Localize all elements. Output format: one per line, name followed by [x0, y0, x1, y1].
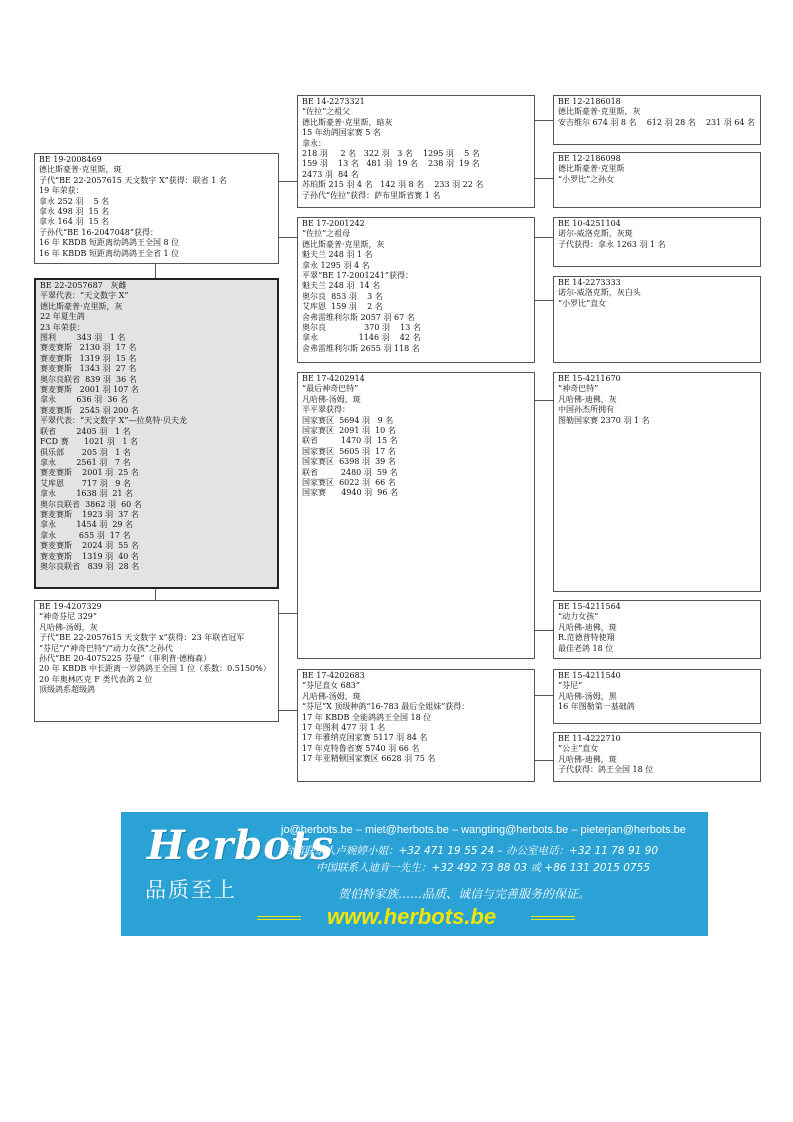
card-line: 图利 343 羽 1 名	[40, 333, 126, 343]
card-line: 拿永 1454 羽 29 名	[40, 520, 134, 530]
card-line: 16 年 KBDB 短距离幼鸽鸽王全省 1 位	[39, 248, 180, 258]
card-line: 子代获得：拿永 1263 羽 1 名	[558, 239, 666, 249]
card-line: 17 年亚精顿国家赛区 6628 羽 75 名	[302, 754, 436, 764]
card-line: 国家赛区 6398 羽 39 名	[302, 457, 396, 467]
contact-phone-china: 中国联系人迪肯一先生：+32 492 73 88 03 或 +86 131 2015 0755	[316, 862, 650, 874]
card-line: 平翠代表：“天文数字 X”	[40, 291, 129, 301]
card-line: 20 年奥林匹克 F 类代表鸽 2 位	[39, 674, 153, 684]
card-line: 德比斯豪普·克里斯，斑	[39, 165, 122, 175]
card-line: 俱乐部 205 羽 1 名	[40, 447, 131, 457]
herbots-banner	[121, 812, 708, 936]
card-line: 子代“BE 22-2057615 天文数字 x”获得：23 年联省冠军	[39, 633, 245, 643]
card-line: 奥尔良联省 839 羽 28 名	[40, 561, 140, 571]
sire-card	[34, 153, 279, 264]
card-line: 拿永 252 羽 5 名	[39, 196, 110, 206]
connector-ds-dss	[534, 400, 553, 401]
card-line: 德比斯豪普·克里斯	[558, 164, 625, 174]
contact-emails[interactable]: jo@herbots.be – miet@herbots.be – wangting@herbots.be – pieterjan@herbots.be	[281, 824, 686, 836]
card-line: “芬尼”X 顶级种鸽“16-783 最后全姐妹”获得：	[302, 702, 470, 712]
card-line: 舍弗雷维利尔斯 2057 羽 67 名	[302, 312, 415, 322]
card-line: “神奇巴特”	[558, 384, 599, 394]
card-line: 德比斯豪普·克里斯，灰	[302, 239, 385, 249]
card-line: “公主”直女	[558, 744, 599, 754]
ring-number: BE 12-2186018	[558, 97, 621, 106]
ring-number: BE 17-2001242	[302, 219, 365, 228]
card-line: 德比斯豪普·克里斯，暗灰	[302, 117, 393, 127]
card-line: 拿永 498 羽 15 名	[39, 207, 110, 217]
card-line: 苏珀斯 215 羽 4 名 142 羽 8 名 233 羽 22 名	[302, 180, 484, 190]
card-line: 国家赛区 5605 羽 17 名	[302, 446, 396, 456]
connector-ds-dsd	[534, 630, 553, 631]
card-line: 19 年荣获：	[39, 186, 84, 196]
connector-sd-sdd	[534, 300, 553, 301]
card-line: 舍弗雷维利尔斯 2655 羽 118 名	[302, 343, 420, 353]
connector-dam-dd	[278, 710, 297, 711]
connector-ss-ssd	[534, 178, 553, 179]
card-line: “小罗比”之孙女	[558, 174, 615, 184]
card-line: “小罗比”直女	[558, 298, 607, 308]
connector-sire-subject	[155, 263, 156, 279]
card-line: 17 年克特鲁省赛 5740 羽 66 名	[302, 743, 420, 753]
card-line: 凡哈佛-汤姆，斑	[302, 394, 361, 404]
card-line: 17 年雅纳克国家赛 5117 羽 84 名	[302, 733, 428, 743]
card-line: “最后神奇巴特”	[302, 384, 359, 394]
card-line: 子孙代“佐拉”获得：萨布里斯省赛 1 名	[302, 190, 441, 200]
card-line: 拿永：	[302, 138, 326, 148]
card-line: 赛麦赛斯 2545 羽 200 名	[40, 405, 139, 415]
ring-number: BE 12-2186098	[558, 154, 621, 163]
dam-dam-dam-card	[553, 732, 761, 782]
sire-sire-card	[297, 95, 535, 208]
ring-number: BE 14-2273321	[302, 97, 365, 106]
sire-dam-sire-card	[553, 217, 761, 267]
dam-sire-dam-card	[553, 600, 761, 659]
card-line: 拿永 1146 羽 42 名	[302, 333, 421, 343]
card-line: 赛麦赛斯 1923 羽 37 名	[40, 509, 139, 519]
card-line: “芬尼”/“神奇巴特”/“动力女孩”之孙代	[39, 643, 173, 653]
card-line: 最佳老鸽 18 位	[558, 643, 614, 653]
card-line: 联省 2405 羽 1 名	[40, 426, 131, 436]
card-line: 赛麦赛斯 2001 羽 25 名	[40, 468, 139, 478]
card-line: 22 年夏生鸽	[40, 312, 85, 322]
card-line: 拿永 164 羽 15 名	[39, 217, 110, 227]
card-line: 218 羽 2 名 322 羽 3 名 1295 羽 5 名	[302, 149, 480, 159]
card-line: 魁夫兰 248 羽 1 名	[302, 250, 373, 260]
ring-number: BE 10-4251104	[558, 219, 621, 228]
card-line: “佐拉”之祖母	[302, 229, 351, 239]
card-line: “神奇芬尼 329”	[39, 612, 97, 622]
card-line: 凡哈佛-汤姆，斑	[302, 691, 361, 701]
card-line: “动力女孩”	[558, 612, 599, 622]
card-line: 孙代“BE 20-4075225 芬曼”（菲利普·德梅森）	[39, 654, 212, 664]
ring-number: BE 11-4222710	[558, 734, 621, 743]
card-line: 艾库恩 159 羽 2 名	[302, 302, 383, 312]
card-line: 联省 2480 羽 59 名	[302, 467, 398, 477]
card-line: 赛麦赛斯 1343 羽 27 名	[40, 364, 137, 374]
card-line: 顶级鸽系超级鸽	[39, 685, 95, 695]
card-line: 联省 1470 羽 15 名	[302, 436, 398, 446]
card-line: 赛麦赛斯 2130 羽 17 名	[40, 343, 137, 353]
ring-number: BE 22-2057687 灰雌	[40, 281, 127, 290]
card-line: 拿永 1295 羽 4 名	[302, 260, 370, 270]
herbots-logo: Herbots	[147, 822, 334, 869]
sire-dam-card	[297, 217, 535, 363]
connector-sire-sd	[278, 237, 297, 238]
card-line: 17 年 KBDB 全能鸽鸽王全国 18 位	[302, 712, 432, 722]
card-line: 德比斯豪普·克里斯，灰	[40, 301, 123, 311]
card-line: “芬尼直女 683”	[302, 681, 360, 691]
card-line: 奥尔良 370 羽 13 名	[302, 323, 421, 333]
card-line: 16 年 KBDB 短距离幼鸽鸽王全国 8 位	[39, 238, 180, 248]
ring-number: BE 17-4202914	[302, 374, 365, 383]
card-line: R.范德普特使翔	[558, 633, 615, 643]
card-line: 半平翠获得：	[302, 405, 350, 415]
card-line: 拿永 1638 羽 21 名	[40, 489, 134, 499]
card-line: “芬尼”	[558, 681, 583, 691]
connector-ss-sss	[534, 120, 553, 121]
card-line: 凡哈佛-迪佛，斑	[558, 754, 617, 764]
card-line: 159 羽 13 名 481 羽 19 名 238 羽 19 名	[302, 159, 480, 169]
card-line: 中国孙杰所拥有	[558, 405, 614, 415]
card-line: FCD 赛 1021 羽 1 名	[40, 437, 139, 447]
ring-number: BE 15-4211670	[558, 374, 621, 383]
card-line: 诺尔-威洛克斯，灰白头	[558, 288, 641, 298]
ring-number: BE 19-2008469	[39, 155, 102, 164]
card-line: “佐拉”之祖父	[302, 107, 351, 117]
subject-card	[34, 278, 279, 589]
card-line: 德比斯豪普·克里斯，灰	[558, 107, 641, 117]
connector-sd-sds	[534, 237, 553, 238]
card-line: 图勒国家赛 2370 羽 1 名	[558, 415, 650, 425]
card-line: 赛麦赛斯 1319 羽 15 名	[40, 353, 137, 363]
card-line: 奥尔良联省 839 羽 36 名	[40, 374, 137, 384]
decorative-divider-left	[257, 916, 301, 920]
card-line: 2473 羽 84 名	[302, 169, 359, 179]
card-line: 16 年图勒第一基础鸽	[558, 702, 635, 712]
card-line: 子代获得：鸽王全国 18 位	[558, 765, 654, 775]
ring-number: BE 17-4202683	[302, 671, 365, 680]
card-line: 拿永 636 羽 36 名	[40, 395, 128, 405]
sire-sire-sire-card	[553, 95, 761, 145]
sire-dam-dam-card	[553, 276, 761, 363]
card-line: 子代“BE 22-2057615 天文数字 X”获得：联省 1 名	[39, 175, 227, 185]
dam-dam-card	[297, 669, 535, 782]
decorative-divider-right	[531, 916, 575, 920]
card-line: 凡哈佛-迪佛，灰	[558, 394, 617, 404]
card-line: 20 年 KBDB 中长距离一岁鸽鸽王全国 1 位（系数：0.5150%）	[39, 664, 271, 674]
dam-sire-card	[297, 372, 535, 659]
card-line: 赛麦赛斯 2001 羽 107 名	[40, 385, 139, 395]
card-line: 诺尔-威洛克斯，灰斑	[558, 229, 633, 239]
connector-dam-ds	[278, 613, 297, 614]
ring-number: BE 15-4211540	[558, 671, 621, 680]
card-line: 凡哈佛-汤姆，灰	[39, 622, 98, 632]
connector-dd-ddd	[534, 760, 553, 761]
card-line: 凡哈佛-迪佛，斑	[558, 622, 617, 632]
card-line: 艾库恩 717 羽 9 名	[40, 478, 131, 488]
card-line: 平翠代表：“天文数字 X”—拉莫特·贝夫龙	[40, 416, 187, 426]
banner-slogan: 品质至上	[145, 878, 237, 902]
ring-number: BE 14-2273333	[558, 278, 621, 287]
connector-dd-dds	[534, 695, 553, 696]
card-line: 拿永 2561 羽 7 名	[40, 457, 131, 467]
card-line: 23 年荣获：	[40, 322, 85, 332]
card-line: 国家赛区 6022 羽 66 名	[302, 478, 396, 488]
card-line: 子孙代“BE 16-2047048”获得：	[39, 227, 158, 237]
connector-sire-ss	[278, 181, 297, 182]
card-line: 国家赛区 2091 羽 10 名	[302, 426, 396, 436]
dam-card	[34, 600, 279, 722]
ring-number: BE 19-4207329	[39, 602, 102, 611]
card-line: 平翠“BE 17-2001241”获得：	[302, 271, 413, 281]
card-line: 奥尔良联省 3862 羽 60 名	[40, 499, 142, 509]
card-line: 15 年幼鸽国家赛 5 名	[302, 128, 381, 138]
card-line: 拿永 655 羽 17 名	[40, 530, 131, 540]
card-line: 赛麦赛斯 2024 羽 55 名	[40, 541, 139, 551]
dam-dam-sire-card	[553, 669, 761, 724]
ring-number: BE 15-4211564	[558, 602, 621, 611]
banner-tagline: 贺伯特家族……品质、诚信与完善服务的保证。	[338, 887, 591, 901]
card-line: 17 年图利 477 羽 1 名	[302, 723, 386, 733]
card-line: 凡哈佛-汤姆，黑	[558, 691, 617, 701]
card-line: 国家赛区 5694 羽 9 名	[302, 415, 394, 425]
contact-phone-taiwan: 台湾联系人卢婉婷小姐：+32 471 19 55 24 – 办公室电话：+32 11 78 91 90	[283, 845, 659, 857]
card-line: 国家赛 4940 羽 96 名	[302, 488, 398, 498]
card-line: 安吉维尔 674 羽 8 名 612 羽 28 名 231 羽 64 名	[558, 117, 756, 127]
sire-sire-dam-card	[553, 152, 761, 208]
card-line: 魁夫兰 248 羽 14 名	[302, 281, 381, 291]
card-line: 奥尔良 853 羽 3 名	[302, 291, 383, 301]
dam-sire-sire-card	[553, 372, 761, 592]
website-link[interactable]: www.herbots.be	[327, 904, 497, 929]
card-line: 赛麦赛斯 1319 羽 40 名	[40, 551, 139, 561]
